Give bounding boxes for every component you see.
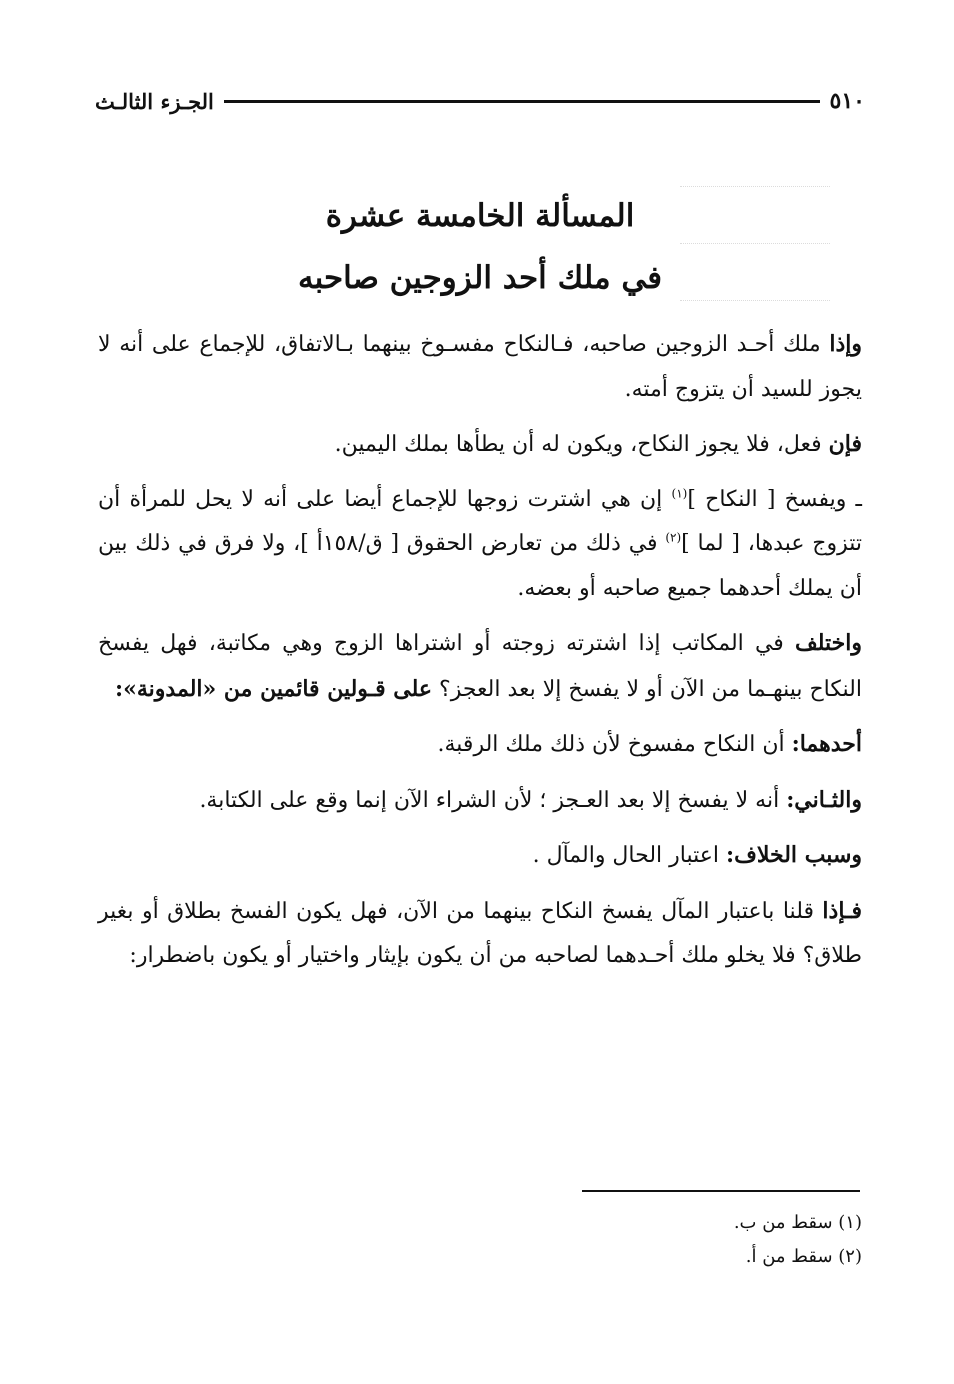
lead-word: وإذا bbox=[829, 331, 862, 357]
paragraph-6 bbox=[98, 778, 862, 824]
lead-word: أحدهما: bbox=[791, 731, 862, 757]
faint-note-line bbox=[680, 150, 830, 187]
chapter-subtitle: في ملك أحد الزوجين صاحبه bbox=[297, 260, 663, 297]
chapter-title: المسألة الخامسة عشرة bbox=[325, 198, 635, 234]
footnote-separator bbox=[582, 1190, 860, 1192]
lead-word: فـإذا bbox=[822, 897, 862, 924]
paragraph-4 bbox=[98, 621, 862, 712]
paragraph-1 bbox=[98, 322, 862, 412]
body-text bbox=[98, 322, 862, 989]
paragraph-8 bbox=[98, 889, 862, 979]
header-rule bbox=[224, 100, 820, 103]
lead-word: والثـاني: bbox=[786, 786, 862, 813]
paragraph-text: قلنا باعتبار المآل يفسخ النكاح بينهما من الآن، فهل يكون الفسخ بطلاق أو بغير طلاق؟ فلا يخلو ملك أحـدهما لصاحبه من أن يكون بإيثار واختيار أو يكون باضطرار: bbox=[98, 898, 862, 968]
lead-word: واختلف bbox=[794, 630, 862, 656]
paragraph-text: أنه لا يفسخ إلا بعد العـجز ؛ لأن الشراء الآن إنما وقع على الكتابة. bbox=[199, 787, 787, 813]
section-titles bbox=[95, 196, 865, 299]
lead-word: فإن bbox=[828, 431, 862, 457]
paragraph-text: فعل، فلا يجوز النكاح، ويكون له أن يطأها بملك اليمين. bbox=[334, 432, 829, 457]
paragraph-text: في المكاتب إذا اشترته زوجته أو اشتراها الزوج وهي مكاتبة، فهل يفسخ النكاح بينهـما من الآن أو لا يفسخ إلا بعد العجز؟ bbox=[98, 631, 862, 702]
footnotes bbox=[98, 1206, 862, 1274]
paragraph-text: في ذلك من تعارض الحقوق [ ق/١٥٨أ ]، ولا فرق في ذلك بين أن يملك أحدهما جميع صاحبه أو بعضه. bbox=[98, 531, 862, 601]
lead-word: وسبب الخلاف: bbox=[725, 842, 862, 868]
footnote-ref-2: (٢) bbox=[665, 530, 682, 545]
paragraph-text: ملك أحـد الزوجين صاحبه، فـالنكاح مفسـوخ بينهما بـالاتفاق، للإجماع على أنه لا يجوز للسيد أن يتزوج أمته. bbox=[98, 332, 862, 402]
footnote-1: (١) سقط من ب. bbox=[733, 1212, 862, 1233]
paragraph-text: ـ ويفسخ [ النكاح ] bbox=[687, 486, 863, 512]
paragraph-text: أن النكاح مفسوخ لأن ذلك ملك الرقبة. bbox=[437, 732, 792, 757]
paragraph-3 bbox=[98, 478, 862, 612]
paragraph-7 bbox=[98, 833, 862, 879]
part-title: الجـزء الثالـث bbox=[95, 88, 214, 114]
paragraph-text: إن هي اشترت زوجها للإجماع أيضا على أنه لا يحل للمرأة أن تتزوج عبدها، [ لما ] bbox=[98, 486, 862, 556]
paragraph-2 bbox=[98, 422, 862, 468]
paragraph-text: اعتبار الحال والمآل . bbox=[532, 843, 726, 868]
bold-phrase: على قـولين قائمين من «المدونة»: bbox=[115, 675, 433, 702]
footnote-ref-1: (١) bbox=[671, 486, 688, 501]
page-number: ٥١٠ bbox=[829, 88, 865, 114]
page-header bbox=[95, 86, 865, 116]
paragraph-5 bbox=[98, 722, 862, 768]
footnote-2: (٢) سقط من أ. bbox=[745, 1246, 862, 1267]
